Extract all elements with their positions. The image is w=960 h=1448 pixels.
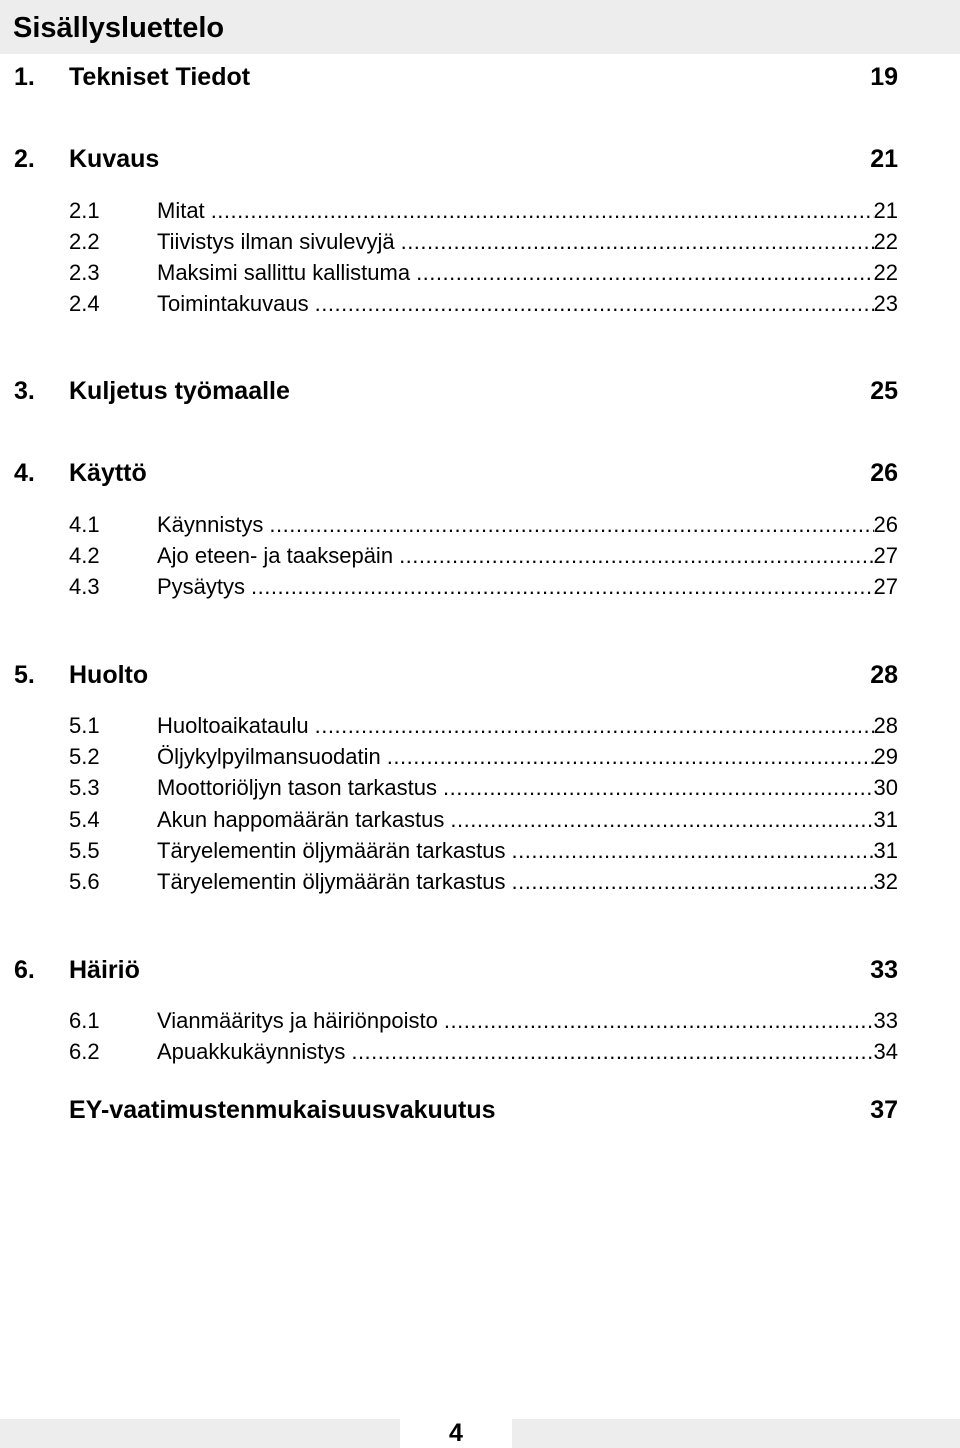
section-page: 27 (873, 543, 898, 568)
chapter-title: Käyttö (69, 459, 147, 487)
section-page: 27 (873, 574, 898, 599)
chapter-page: 26 (870, 459, 898, 487)
section-title: Toimintakuvaus (157, 291, 309, 316)
section-page: 29 (873, 744, 898, 769)
section-page: 21 (873, 198, 898, 223)
section-number: 5.4 (69, 807, 100, 832)
toc-chapter-1[interactable] (0, 61, 960, 93)
chapter-title: Kuljetus työmaalle (69, 377, 290, 405)
chapter-page: 33 (870, 956, 898, 984)
section-title: Huoltoaikataulu (157, 713, 309, 738)
chapter-number: 2. (14, 145, 35, 173)
chapter-title: Häiriö (69, 956, 140, 984)
dot-leader (315, 711, 874, 741)
footer-band-right (512, 1419, 960, 1448)
page-footer (0, 1419, 960, 1448)
section-page: 28 (873, 713, 898, 738)
section-page: 23 (873, 291, 898, 316)
section-number: 2.2 (69, 229, 100, 254)
section-page: 32 (873, 869, 898, 894)
chapter-page: 21 (870, 145, 898, 173)
toc-section-5-2[interactable] (0, 742, 960, 772)
dot-leader (416, 258, 873, 288)
dot-leader (399, 541, 873, 571)
section-title: Maksimi sallittu kallistuma (157, 260, 411, 285)
toc-section-4-1[interactable] (0, 510, 960, 540)
chapter-page: 28 (870, 661, 898, 689)
section-title: Ajo eteen- ja taaksepäin (157, 543, 394, 568)
chapter-title: EY-vaatimustenmukaisuusvakuutus (69, 1096, 496, 1124)
section-number: 4.1 (69, 512, 100, 537)
dot-leader (511, 867, 873, 897)
section-page: 31 (873, 807, 898, 832)
toc-section-2-3[interactable] (0, 258, 960, 288)
section-number: 2.1 (69, 198, 100, 223)
dot-leader (351, 1037, 873, 1067)
chapter-page: 19 (870, 63, 898, 91)
section-title: Moottoriöljyn tason tarkastus (157, 775, 438, 800)
page-title: Sisällysluettelo (13, 12, 225, 44)
section-number: 5.1 (69, 713, 100, 738)
chapter-number: 5. (14, 661, 35, 689)
toc-section-4-3[interactable] (0, 572, 960, 602)
toc-section-2-2[interactable] (0, 227, 960, 257)
chapter-number: 3. (14, 377, 35, 405)
section-number: 6.1 (69, 1008, 100, 1033)
section-title: Apuakkukäynnistys (157, 1039, 346, 1064)
toc-section-5-4[interactable] (0, 805, 960, 835)
section-number: 5.6 (69, 869, 100, 894)
section-number: 2.4 (69, 291, 100, 316)
section-number: 5.2 (69, 744, 100, 769)
section-number: 2.3 (69, 260, 100, 285)
section-number: 6.2 (69, 1039, 100, 1064)
chapter-number: 1. (14, 63, 35, 91)
toc-section-4-2[interactable] (0, 541, 960, 571)
toc-section-5-5[interactable] (0, 836, 960, 866)
toc-chapter-3[interactable] (0, 375, 960, 407)
toc-header-bar (0, 0, 960, 54)
section-title: Käynnistys (157, 512, 264, 537)
page-number: 4 (449, 1419, 463, 1447)
section-title: Vianmääritys ja häiriönpoisto (157, 1008, 438, 1033)
chapter-page: 37 (870, 1096, 898, 1124)
section-number: 4.2 (69, 543, 100, 568)
section-number: 5.5 (69, 838, 100, 863)
chapter-title: Kuvaus (69, 145, 160, 173)
toc-chapter-4[interactable] (0, 457, 960, 489)
section-title: Pysäytys (157, 574, 246, 599)
section-page: 34 (873, 1039, 898, 1064)
dot-leader (450, 805, 873, 835)
dot-leader (211, 196, 874, 226)
chapter-title: Tekniset Tiedot (69, 63, 251, 91)
section-number: 4.3 (69, 574, 100, 599)
section-page: 33 (873, 1008, 898, 1033)
chapter-title: Huolto (69, 661, 149, 689)
toc-section-2-4[interactable] (0, 289, 960, 319)
section-page: 30 (873, 775, 898, 800)
dot-leader (511, 836, 873, 866)
dot-leader (401, 227, 874, 257)
section-title: Mitat (157, 198, 205, 223)
chapter-number: 6. (14, 956, 35, 984)
toc-section-5-6[interactable] (0, 867, 960, 897)
section-page: 22 (873, 260, 898, 285)
dot-leader (387, 742, 874, 772)
section-title: Akun happomäärän tarkastus (157, 807, 445, 832)
section-title: Öljykylpyilmansuodatin (157, 744, 381, 769)
toc-chapter-declaration[interactable] (0, 1094, 960, 1126)
toc-section-6-1[interactable] (0, 1006, 960, 1036)
chapter-number: 4. (14, 459, 35, 487)
toc-section-5-3[interactable] (0, 773, 960, 803)
toc-section-2-1[interactable] (0, 196, 960, 226)
footer-band-left (0, 1419, 400, 1448)
section-page: 26 (873, 512, 898, 537)
toc-chapter-6[interactable] (0, 954, 960, 986)
dot-leader (444, 1006, 874, 1036)
section-page: 22 (873, 229, 898, 254)
dot-leader (443, 773, 873, 803)
dot-leader (251, 572, 873, 602)
dot-leader (315, 289, 874, 319)
chapter-page: 25 (870, 377, 898, 405)
dot-leader (269, 510, 873, 540)
section-title: Tiivistys ilman sivulevyjä (157, 229, 395, 254)
section-title: Täryelementin öljymäärän tarkastus (157, 869, 506, 894)
toc-chapter-5[interactable] (0, 659, 960, 691)
toc-section-5-1[interactable] (0, 711, 960, 741)
section-title: Täryelementin öljymäärän tarkastus (157, 838, 506, 863)
toc-chapter-2[interactable] (0, 143, 960, 175)
toc-section-6-2[interactable] (0, 1037, 960, 1067)
section-number: 5.3 (69, 775, 100, 800)
section-page: 31 (873, 838, 898, 863)
